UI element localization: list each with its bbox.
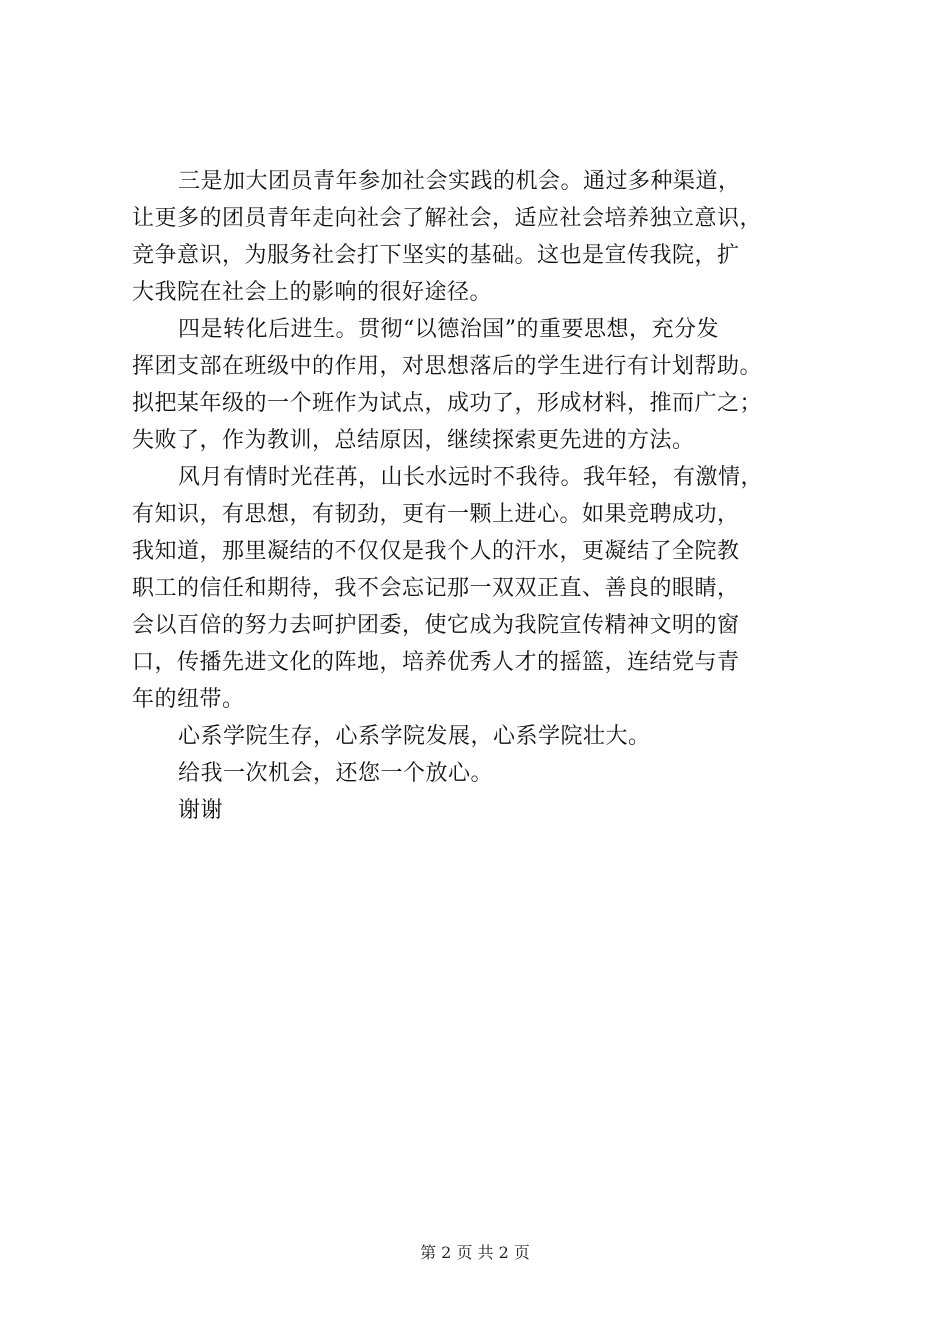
paragraph-line: 我知道，那里凝结的不仅仅是我个人的汗水，更凝结了全院教 bbox=[132, 539, 740, 564]
paragraph-line: 三是加大团员青年参加社会实践的机会。通过多种渠道， bbox=[178, 169, 741, 194]
paragraph-line: 口，传播先进文化的阵地，培养优秀人才的摇篮，连结党与青 bbox=[132, 650, 740, 675]
page-number-footer: 第 2 页 共 2 页 bbox=[420, 1243, 530, 1262]
paragraph-line: 会以百倍的努力去呵护团委，使它成为我院宣传精神文明的窗 bbox=[132, 613, 740, 638]
closing-line: 谢谢 bbox=[178, 798, 224, 823]
paragraph-line: 四是转化后进生。贯彻“以德治国”的重要思想，充分发 bbox=[178, 317, 719, 342]
paragraph-line: 竞争意识，为服务社会打下坚实的基础。这也是宣传我院，扩 bbox=[132, 243, 740, 268]
paragraph-line: 心系学院生存，心系学院发展，心系学院壮大。 bbox=[178, 724, 651, 749]
paragraph-line: 让更多的团员青年走向社会了解社会，适应社会培养独立意识， bbox=[132, 206, 763, 231]
document-body bbox=[132, 163, 832, 829]
paragraph-line: 大我院在社会上的影响的很好途径。 bbox=[132, 280, 493, 305]
paragraph-line: 风月有情时光荏苒，山长水远时不我待。我年轻，有激情， bbox=[178, 465, 764, 490]
paragraph-line: 有知识，有思想，有韧劲，更有一颗上进心。如果竞聘成功， bbox=[132, 502, 740, 527]
paragraph-line: 失败了，作为教训，总结原因，继续探索更先进的方法。 bbox=[132, 428, 695, 453]
paragraph-line: 给我一次机会，还您一个放心。 bbox=[178, 761, 494, 786]
paragraph-line: 年的纽带。 bbox=[132, 687, 245, 712]
paragraph-line: 职工的信任和期待，我不会忘记那一双双正直、善良的眼睛， bbox=[132, 576, 740, 601]
paragraph-line: 拟把某年级的一个班作为试点，成功了，形成材料，推而广之； bbox=[132, 391, 763, 416]
paragraph-line: 挥团支部在班级中的作用，对思想落后的学生进行有计划帮助。 bbox=[132, 354, 763, 379]
